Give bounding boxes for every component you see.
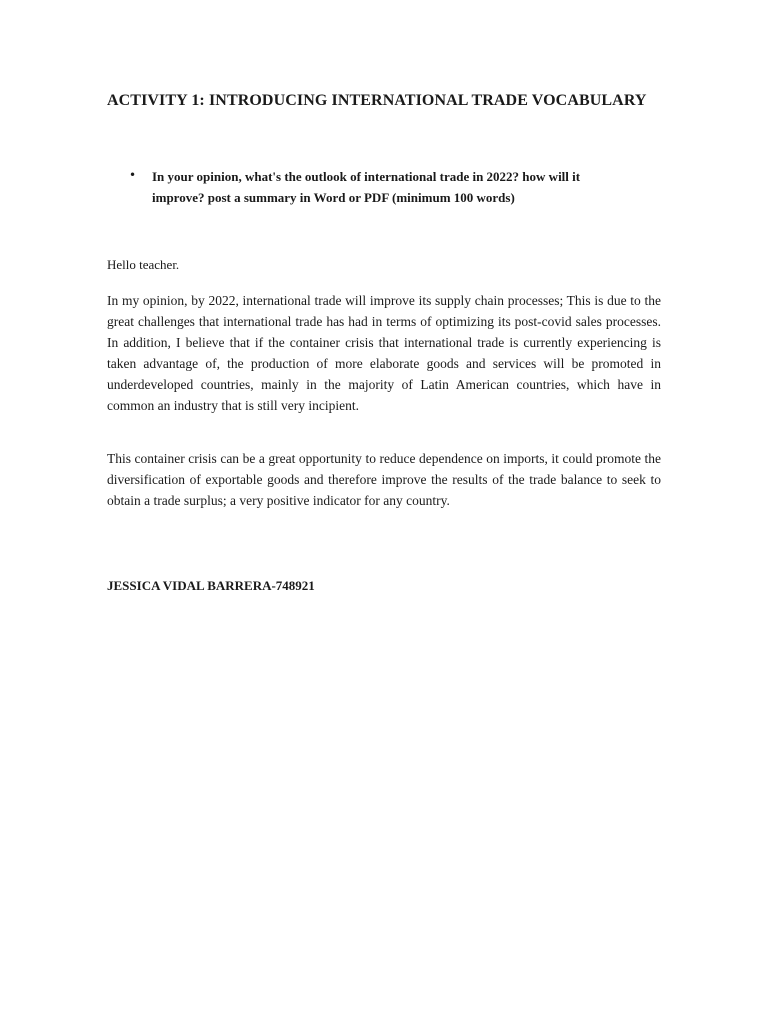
body-paragraph-1: In my opinion, by 2022, international trade will improve its supply chain processes; This is due to the great challenges that international trade has had in terms of optimizing its post-covid sales processes. In addition, I believe that if the container crisis that international trade is currently experiencing is taken advantage of, the production of more elaborate goods and services will be promoted in underdeveloped countries, mainly in the majority of Latin American countries, which have in common an industry that is still very incipient. [107, 293, 661, 413]
author-signature: JESSICA VIDAL BARRERA-748921 [107, 578, 315, 593]
greeting-text: Hello teacher. [107, 257, 180, 272]
bullet-icon: • [129, 168, 137, 182]
activity-heading-title: INTRODUCING INTERNATIONAL TRADE VOCABULARY [208, 92, 647, 109]
activity-heading [107, 92, 667, 110]
body-paragraph-2: This container crisis can be a great opportunity to reduce dependence on imports, it could promote the diversification of exportable goods and therefore improve the results of the trade balance to seek to obtain a trade surplus; a very positive indicator for any country. [107, 451, 661, 508]
question-text: In your opinion, what's the outlook of international trade in 2022? how will it improve? post a summary in Word or PDF (minimum 100 words) [152, 169, 581, 205]
activity-heading-prefix: ACTIVITY 1: [107, 92, 205, 109]
